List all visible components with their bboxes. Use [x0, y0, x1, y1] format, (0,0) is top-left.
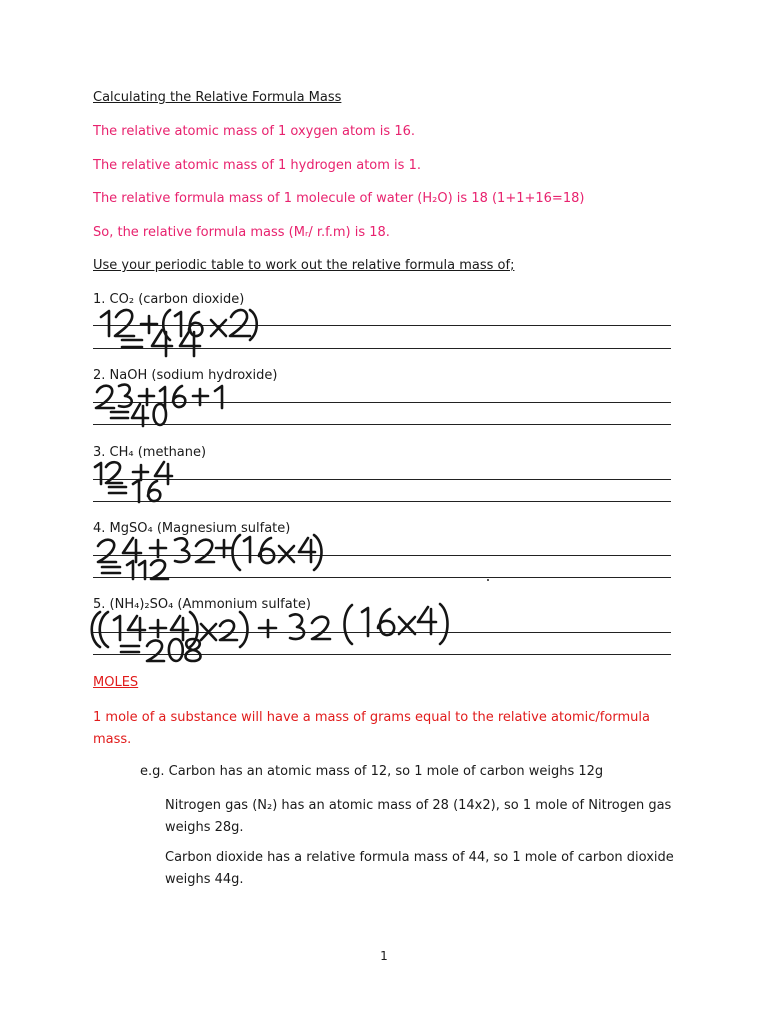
intro-line: The relative atomic mass of 1 oxygen atom is 16. [93, 124, 415, 139]
page-number: 1 [380, 949, 388, 963]
question-label: 1. CO₂ (carbon dioxide) [93, 292, 245, 307]
handwriting-q3-working [95, 462, 172, 484]
example-intro: e.g. Carbon has an atomic mass of 12, so 1 mole of carbon weighs 12g [140, 764, 604, 779]
intro-line: So, the relative formula mass (Mᵣ/ r.f.m) is 18. [93, 225, 390, 240]
question-label: 4. MgSO₄ (Magnesium sulfate) [93, 521, 291, 536]
question-label: 2. NaOH (sodium hydroxide) [93, 368, 278, 383]
question-label: 5. (NH₄)₂SO₄ (Ammonium sulfate) [93, 597, 311, 612]
handwriting-q1-working [101, 310, 257, 340]
page-title: Calculating the Relative Formula Mass [93, 90, 342, 105]
moles-heading: MOLES [93, 675, 139, 690]
handwriting-q4-working [98, 535, 322, 570]
intro-line: The relative formula mass of 1 molecule of water (H₂O) is 18 (1+1+16=18) [93, 191, 585, 206]
intro-line: The relative atomic mass of 1 hydrogen atom is 1. [93, 158, 421, 173]
handwriting-q1-answer [122, 330, 200, 356]
example-paragraph: Nitrogen gas (N₂) has an atomic mass of 28 (14x2), so 1 mole of Nitrogen gas weighs 28g. [165, 798, 672, 835]
question-label: 3. CH₄ (methane) [93, 445, 207, 460]
handwriting-q5-working [92, 604, 448, 647]
handwriting-q5-answer [121, 639, 201, 661]
moles-definition: 1 mole of a substance will have a mass of grams equal to the relative atomic/formula mass. [93, 710, 650, 747]
example-paragraph: Carbon dioxide has a relative formula mass of 44, so 1 mole of carbon dioxide weighs 44g. [165, 850, 674, 887]
instruction: Use your periodic table to work out the relative formula mass of; [93, 258, 515, 273]
